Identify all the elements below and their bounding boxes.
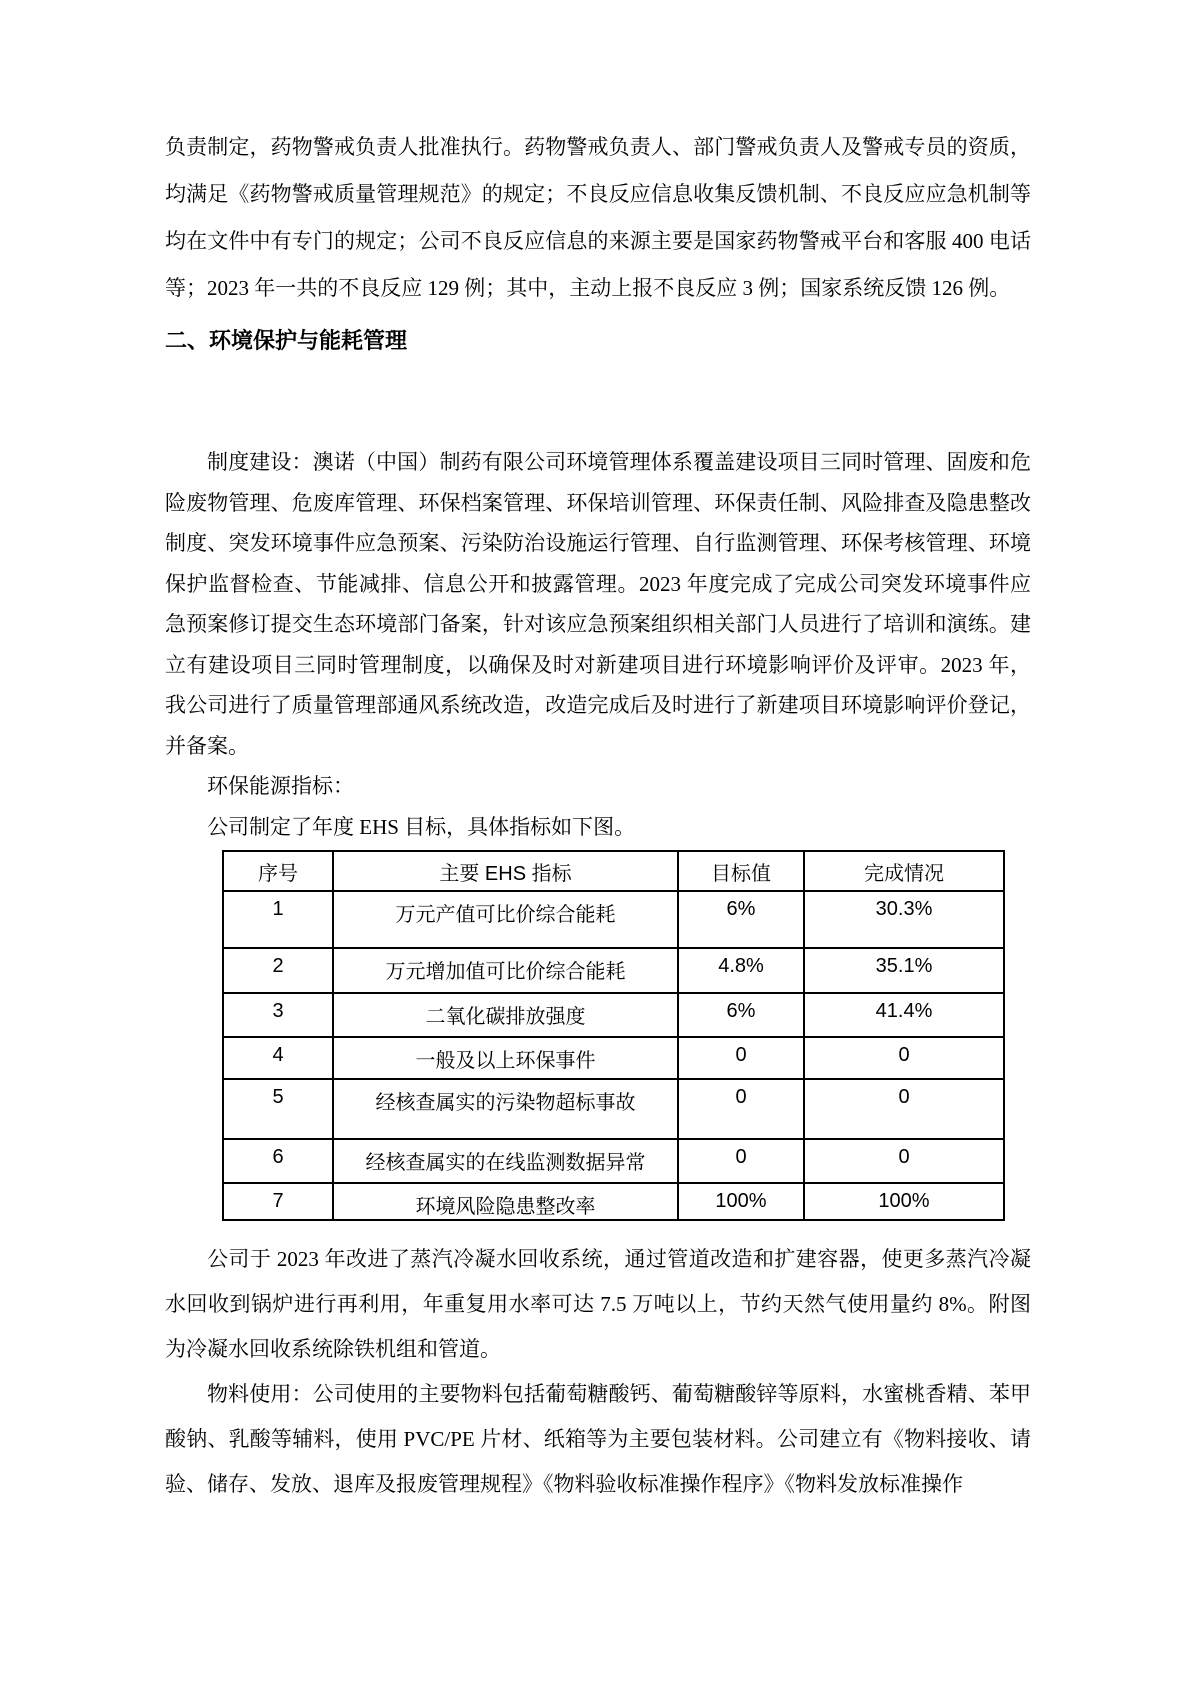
section-heading-environment: 二、环境保护与能耗管理 [165,328,408,353]
cell-completion: 100% [804,1183,1004,1220]
cell-indicator: 经核查属实的污染物超标事故 [333,1079,678,1139]
cell-no: 2 [223,948,333,993]
ehs-indicators-table [222,850,1005,1221]
header-indicator: 主要 EHS 指标 [333,851,678,891]
cell-target: 6% [678,993,804,1037]
cell-target: 0 [678,1139,804,1183]
header-completion: 完成情况 [804,851,1004,891]
header-no: 序号 [223,851,333,891]
table-intro: 公司制定了年度 EHS 目标，具体指标如下图。 [207,814,636,839]
cell-target: 4.8% [678,948,804,993]
cell-no: 6 [223,1139,333,1183]
cell-completion: 41.4% [804,993,1004,1037]
cell-indicator: 二氧化碳排放强度 [333,993,678,1037]
cell-target: 100% [678,1183,804,1220]
paragraph-steam-recovery: 公司于 2023 年改进了蒸汽冷凝水回收系统，通过管道改造和扩建容器，使更多蒸汽冷凝水回收到锅炉进行再利用，年重复用水率可达 7.5 万吨以上，节约天然气使用量约 8%。附图为冷凝水回收系统除铁机组和管道。 [165,1247,1031,1361]
cell-indicator: 万元增加值可比价综合能耗 [333,948,678,993]
cell-indicator: 环境风险隐患整改率 [333,1183,678,1220]
table-row [223,891,1004,948]
cell-indicator: 一般及以上环保事件 [333,1037,678,1079]
cell-completion: 35.1% [804,948,1004,993]
table-row [223,948,1004,993]
paragraph-pharmacovigilance: 负责制定，药物警戒负责人批准执行。药物警戒负责人、部门警戒负责人及警戒专员的资质，均满足《药物警戒质量管理规范》的规定；不良反应信息收集反馈机制、不良反应应急机制等均在文件中有专门的规定；公司不良反应信息的来源主要是国家药物警戒平台和客服 400 电话等；2023 年一共的不良反应 129 例；其中，主动上报不良反应 3 例；国家系统反馈 126 例。 [165,135,1031,300]
cell-completion: 30.3% [804,891,1004,948]
paragraph-materials: 物料使用：公司使用的主要物料包括葡萄糖酸钙、葡萄糖酸锌等原料，水蜜桃香精、苯甲酸钠、乳酸等辅料，使用 PVC/PE 片材、纸箱等为主要包装材料。公司建立有《物料接收、请验、储存、发放、退库及报废管理规程》《物料验收标准操作程序》《物料发放标准操作 [165,1382,1031,1496]
table-row [223,1139,1004,1183]
cell-completion: 0 [804,1139,1004,1183]
cell-no: 5 [223,1079,333,1139]
table-row [223,993,1004,1037]
cell-target: 0 [678,1037,804,1079]
table-header-row [223,851,1004,891]
table-row [223,1079,1004,1139]
cell-completion: 0 [804,1079,1004,1139]
cell-indicator: 经核查属实的在线监测数据异常 [333,1139,678,1183]
cell-no: 1 [223,891,333,948]
closing-text-block [165,1237,1031,1507]
environment-text-block [165,442,1031,847]
indicator-label: 环保能源指标： [207,774,354,798]
cell-completion: 0 [804,1037,1004,1079]
page-content [165,0,1031,1507]
cell-target: 6% [678,891,804,948]
header-target: 目标值 [678,851,804,891]
cell-no: 3 [223,993,333,1037]
table-row [223,1183,1004,1220]
cell-no: 7 [223,1183,333,1220]
cell-indicator: 万元产值可比价综合能耗 [333,891,678,948]
cell-no: 4 [223,1037,333,1079]
paragraph-management-system: 制度建设：澳诺（中国）制药有限公司环境管理体系覆盖建设项目三同时管理、固废和危险废物管理、危废库管理、环保档案管理、环保培训管理、环保责任制、风险排查及隐患整改制度、突发环境事件应急预案、污染防治设施运行管理、自行监测管理、环保考核管理、环境保护监督检查、节能减排、信息公开和披露管理。2023 年度完成了完成公司突发环境事件应急预案修订提交生态环境部门备案，针对该应急预案组织相关部门人员进行了培训和演练。建立有建设项目三同时管理制度，以确保及时对新建项目进行环境影响评价及评审。2023 年，我公司进行了质量管理部通风系统改造，改造完成后及时进行了新建项目环境影响评价登记，并备案。 [165,450,1031,758]
table-row [223,1037,1004,1079]
cell-target: 0 [678,1079,804,1139]
